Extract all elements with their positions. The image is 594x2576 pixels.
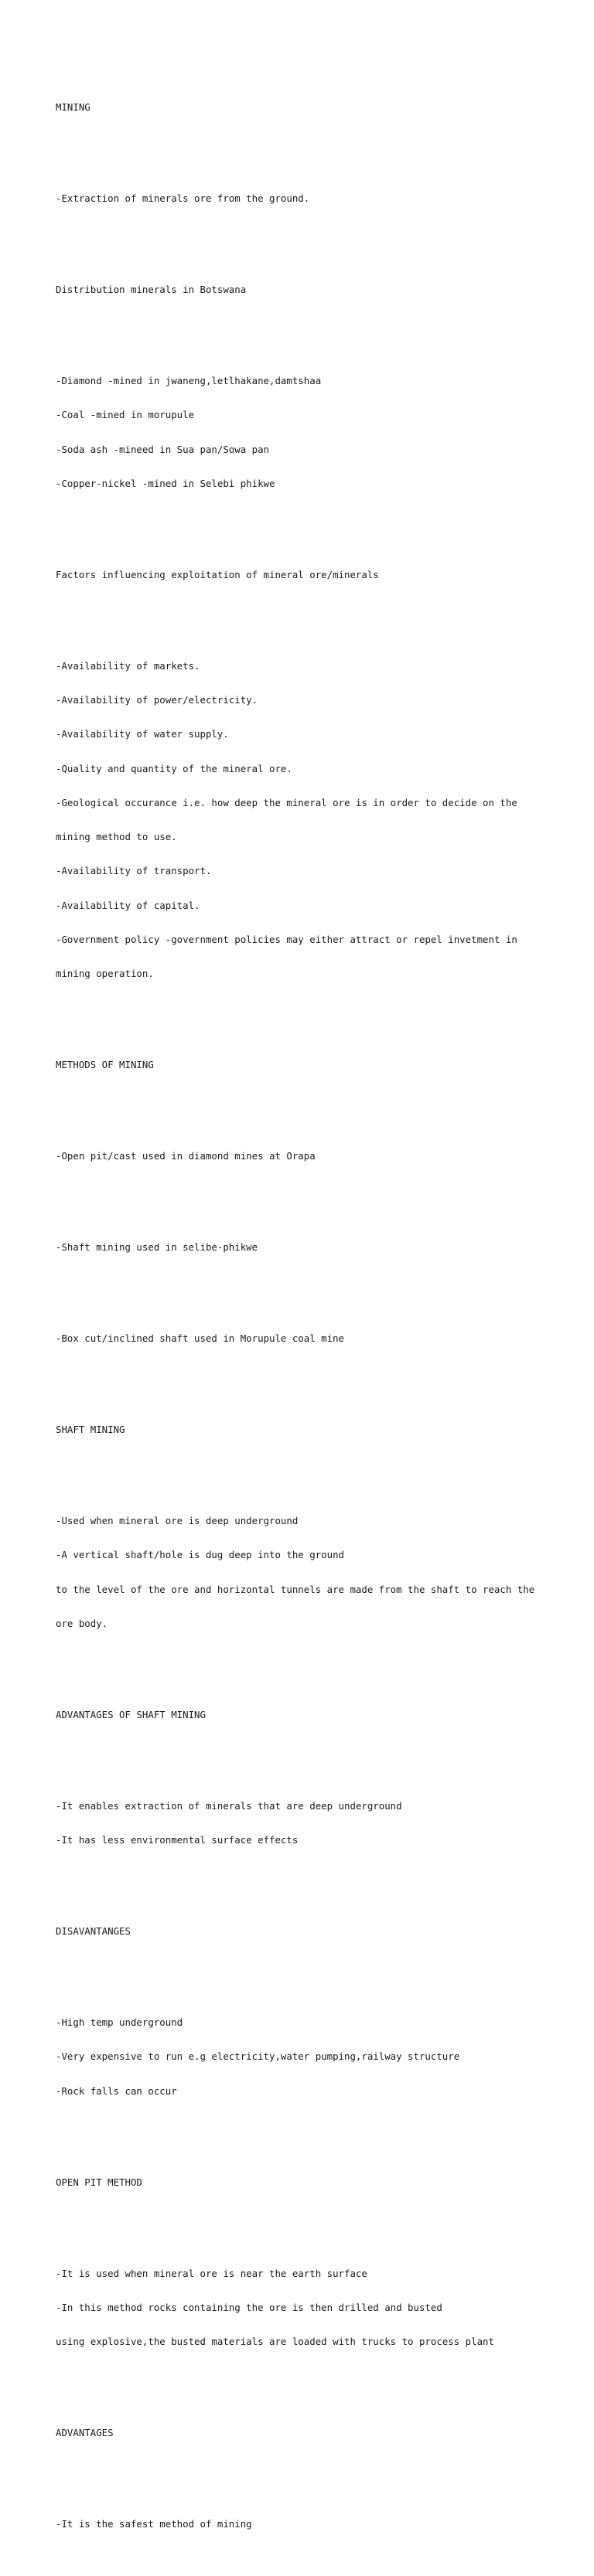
heading-text: METHODS OF MINING	[56, 1059, 154, 1070]
distribution-list	[56, 353, 566, 513]
list-item: -Government policy -government policies may either attract or repel invetment in	[56, 933, 517, 945]
list-item: mining method to use.	[56, 831, 177, 842]
heading-shaft-mining	[56, 1402, 566, 1459]
list-item: -Very expensive to run e.g electricity,water pumping,railway structure	[56, 2050, 460, 2063]
heading-text: Factors influencing exploitation of mineral ore/minerals	[56, 568, 379, 580]
heading-text: ADVANTAGES OF SHAFT MINING	[56, 1708, 206, 1720]
definition-paragraph	[56, 171, 566, 228]
heading-disadvantages	[56, 1904, 566, 1961]
heading-text: SHAFT MINING	[56, 1424, 125, 1435]
heading-advantages	[56, 2405, 566, 2462]
heading-text: Distribution minerals in Botswana	[56, 284, 247, 295]
list-item: -Open pit/cast used in diamond mines at Orapa	[56, 1150, 316, 1162]
list-item: -Availability of power/electricity.	[56, 694, 258, 706]
list-item: -Availability of capital.	[56, 899, 200, 911]
list-item: -It is the safest method of mining	[56, 2518, 252, 2530]
list-item: -Availability of water supply.	[56, 728, 229, 740]
list-item: -Copper-nickel -mined in Selebi phikwe	[56, 477, 275, 489]
text-line: -Extraction of minerals ore from the ground.	[56, 192, 310, 204]
heading-shaft-advantages	[56, 1686, 566, 1744]
method-shaft	[56, 1220, 566, 1277]
shaft-mining-description	[56, 1493, 566, 1653]
list-item: -It has less environmental surface effects	[56, 1834, 299, 1846]
list-item: -Used when mineral ore is deep underground	[56, 1515, 299, 1526]
list-item: -In this method rocks containing the ore is then drilled and busted	[56, 2301, 442, 2313]
heading-methods	[56, 1037, 566, 1094]
document-page	[56, 56, 566, 2576]
list-item: ore body.	[56, 1617, 108, 1629]
list-item: -Box cut/inclined shaft used in Morupule coal mine	[56, 1332, 344, 1344]
list-item: -Soda ash -mineed in Sua pan/Sowa pan	[56, 443, 270, 455]
list-item: -It is used when mineral ore is near the earth surface	[56, 2267, 367, 2279]
list-item: -It enables extraction of minerals that are deep underground	[56, 1799, 402, 1812]
list-item: -Availability of transport.	[56, 865, 212, 877]
method-open-pit	[56, 1128, 566, 1186]
open-pit-description	[56, 2245, 566, 2370]
list-item: mining operation.	[56, 968, 154, 979]
list-item: to the level of the ore and horizontal tunnels are made from the shaft to reach the	[56, 1583, 535, 1595]
heading-text: DISAVANTANGES	[56, 1925, 131, 1937]
list-item: -Shaft mining used in selibe-phikwe	[56, 1241, 258, 1253]
heading-text: OPEN PIT METHOD	[56, 2176, 142, 2188]
heading-open-pit	[56, 2154, 566, 2211]
factors-list	[56, 638, 566, 1002]
list-item: -High temp underground	[56, 2016, 183, 2028]
disadvantages-list	[56, 1995, 566, 2120]
list-item: -Geological occurance i.e. how deep the mineral ore is in order to decide on the	[56, 796, 517, 808]
list-item: -Availability of markets.	[56, 659, 200, 672]
heading-distribution	[56, 262, 566, 319]
list-item: -A vertical shaft/hole is dug deep into the ground	[56, 1549, 344, 1561]
heading-text: MINING	[56, 101, 90, 113]
heading-mining	[56, 80, 566, 137]
list-item: -Coal -mined in morupule	[56, 409, 195, 421]
heading-factors	[56, 546, 566, 604]
list-item: -Rock falls can occur	[56, 2084, 177, 2097]
shaft-advantages-list	[56, 1778, 566, 1869]
list-item: -Diamond -mined in jwaneng,letlhakane,damtshaa	[56, 375, 322, 386]
list-item: using explosive,the busted materials are loaded with trucks to process plant	[56, 2336, 494, 2347]
list-item: -Quality and quantity of the mineral ore.	[56, 762, 292, 774]
heading-text: ADVANTAGES	[56, 2427, 114, 2438]
open-pit-advantages-list	[56, 2496, 566, 2554]
method-box-cut	[56, 1311, 566, 1368]
